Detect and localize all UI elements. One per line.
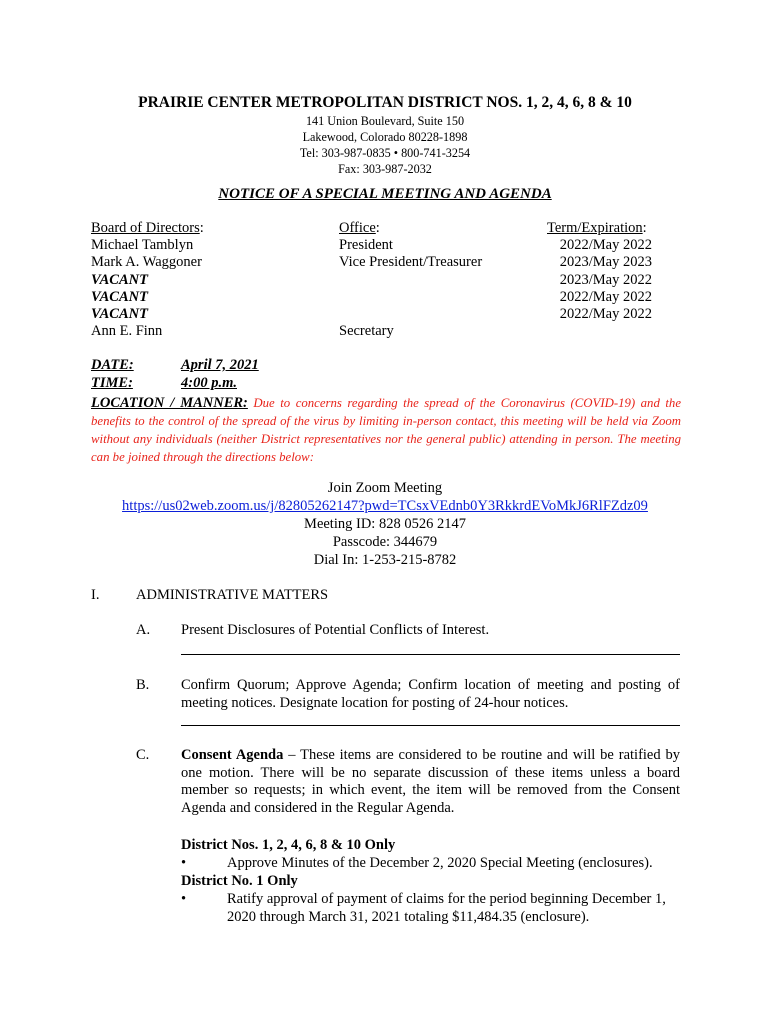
board-header-term-label: Term/Expiration	[547, 220, 643, 236]
board-header-office-label: Office	[339, 220, 376, 236]
member-name: Michael Tamblyn	[91, 237, 194, 253]
consent-group-1-title: District Nos. 1, 2, 4, 6, 8 & 10 Only	[181, 837, 396, 853]
item-letter: A.	[136, 622, 151, 638]
zoom-meeting-link[interactable]: https://us02web.zoom.us/j/82805262147?pwd=TCsxVEdnb0Y3RkkrdEVoMkJ6RlFZdz09	[122, 498, 648, 514]
member-term: 2022/May 2022	[559, 289, 652, 305]
member-office: Secretary	[339, 323, 394, 339]
colon: :	[199, 220, 204, 236]
zoom-passcode: Passcode: 344679	[332, 534, 438, 550]
section-title: ADMINISTRATIVE MATTERS	[136, 587, 329, 603]
board-header-directors-label: Board of Directors	[91, 220, 200, 236]
consent-agenda-lead: Consent Agenda	[181, 747, 284, 763]
board-header-directors	[91, 220, 204, 237]
item-a-text: Present Disclosures of Potential Conflicts of Interest.	[181, 622, 490, 638]
member-office: President	[339, 237, 393, 253]
member-name-vacant: VACANT	[91, 306, 148, 322]
member-term: 2022/May 2022	[559, 237, 652, 253]
board-header-office	[339, 220, 380, 237]
location-paragraph	[91, 394, 681, 466]
zoom-heading: Join Zoom Meeting	[327, 480, 443, 496]
address-line-2: Lakewood, Colorado 80228-1898	[302, 130, 468, 144]
notice-title: NOTICE OF A SPECIAL MEETING AND AGENDA	[218, 186, 552, 202]
colon: :	[642, 220, 647, 236]
item-letter: C.	[136, 747, 150, 763]
member-name: Ann E. Finn	[91, 323, 163, 339]
district-title: PRAIRIE CENTER METROPOLITAN DISTRICT NOS. 1, 2, 4, 6, 8 & 10	[138, 94, 632, 111]
location-text: Due to concerns regarding the spread of the Coronavirus (COVID-19) and the benefits to the control of the spread of the virus by limiting in-person contact, this meeting will be held via Zoom without any individuals (neither District representatives nor the general public) attending in person. The meeting can be joined through the directions below:	[91, 396, 681, 464]
zoom-dial-in: Dial In: 1-253-215-8782	[313, 552, 457, 568]
member-office: Vice President/Treasurer	[339, 254, 483, 270]
consent-agenda-text: – These items are considered to be routine and will be ratified by one motion. There will be no separate discussion of these items unless a board member so requests; in which event, the item will be removed from the Consent Agenda and considered in the Regular Agenda.	[181, 747, 680, 816]
board-header-term	[547, 220, 647, 237]
consent-group-2-title: District No. 1 Only	[181, 873, 298, 889]
signature-line	[181, 725, 680, 726]
zoom-link-row	[0, 497, 770, 515]
member-term: 2023/May 2022	[559, 272, 652, 288]
fax-line: Fax: 303-987-2032	[338, 162, 432, 176]
item-c-text	[181, 747, 680, 817]
signature-line	[181, 654, 680, 655]
member-name-vacant: VACANT	[91, 272, 148, 288]
section-number: I.	[91, 587, 100, 603]
consent-item-claims-line-2: 2020 through March 31, 2021 totaling $11,484.35 (enclosure).	[227, 909, 590, 925]
phone-line: Tel: 303-987-0835 • 800-741-3254	[299, 146, 471, 160]
bullet-icon: •	[181, 891, 187, 907]
time-label: TIME:	[91, 375, 133, 391]
time-value: 4:00 p.m.	[181, 375, 237, 391]
member-term: 2023/May 2023	[559, 254, 652, 270]
member-term: 2022/May 2022	[559, 306, 652, 322]
member-name: Mark A. Waggoner	[91, 254, 202, 270]
bullet-icon: •	[181, 855, 187, 871]
address-line-1: 141 Union Boulevard, Suite 150	[305, 114, 465, 128]
location-label: LOCATION / MANNER:	[91, 395, 248, 411]
consent-item-claims-line-1: Ratify approval of payment of claims for the period beginning December 1,	[227, 891, 666, 907]
item-b-text: Confirm Quorum; Approve Agenda; Confirm location of meeting and posting of meeting notices. Designate location for posting of 24-hour notices.	[181, 677, 680, 711]
consent-item-minutes: Approve Minutes of the December 2, 2020 Special Meeting (enclosures).	[227, 855, 653, 871]
date-label: DATE:	[91, 357, 134, 373]
item-letter: B.	[136, 677, 150, 693]
member-name-vacant: VACANT	[91, 289, 148, 305]
zoom-meeting-id: Meeting ID: 828 0526 2147	[304, 516, 466, 532]
colon: :	[375, 220, 380, 236]
date-value: April 7, 2021	[181, 357, 259, 373]
